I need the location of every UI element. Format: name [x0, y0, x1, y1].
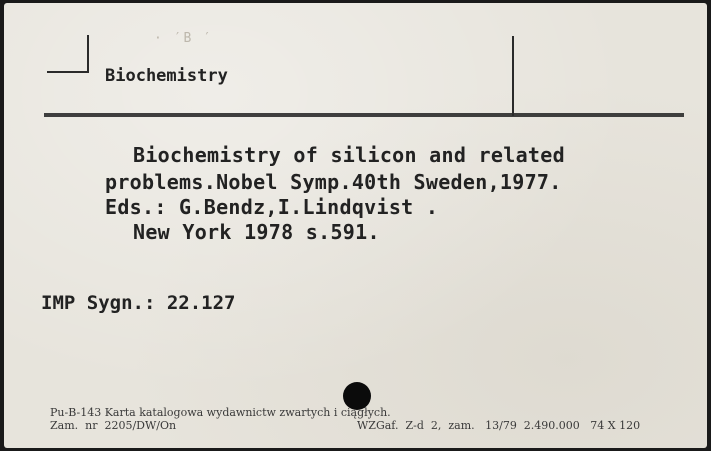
- footer-printer-info: WZGaf. Z-d 2, zam. 13/79 2.490.000 74 X 120: [357, 419, 641, 432]
- footer-line-1: Pu-B-143 Karta katalogowa wydawnictw zwartych i ciągłych.: [50, 406, 391, 419]
- footer-order-number: Zam. nr 2205/DW/On: [50, 419, 177, 432]
- subject-heading: Biochemistry: [105, 66, 228, 86]
- imprint-line: New York 1978 s.591.: [133, 220, 380, 244]
- left-short-rule: [47, 71, 88, 73]
- title-line-1: Biochemistry of silicon and related: [133, 143, 565, 167]
- header-divider-rule: [44, 113, 684, 117]
- title-line-2: problems.Nobel Symp.40th Sweden,1977.: [105, 170, 562, 194]
- left-vertical-rule: [87, 35, 89, 73]
- editors-line: Eds.: G.Bendz,I.Lindqvist .: [105, 195, 439, 219]
- catalog-card: [4, 3, 707, 448]
- shelf-signature: IMP Sygn.: 22.127: [41, 292, 236, 314]
- faded-header-mark: · ′В ′: [154, 31, 213, 46]
- right-vertical-rule: [512, 36, 514, 116]
